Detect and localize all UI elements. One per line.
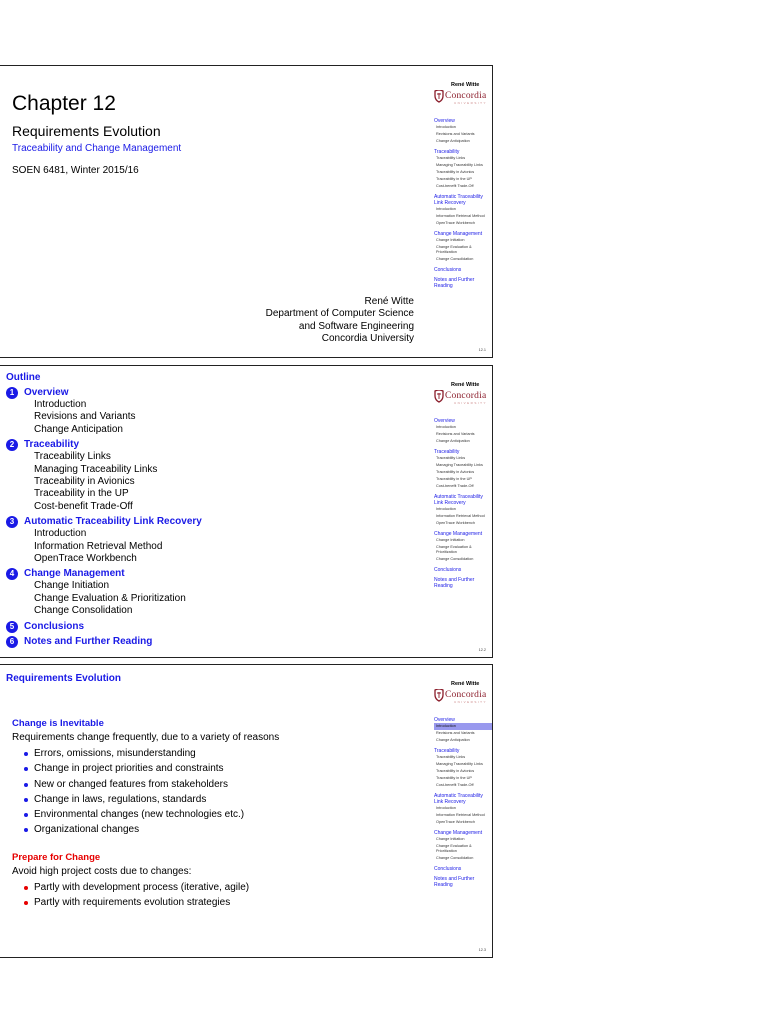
bullet-list — [22, 746, 244, 838]
toc-section[interactable]: Automatic Traceability Link Recovery — [434, 494, 483, 506]
outline-item[interactable]: Cost-benefit Trade-Off — [34, 500, 133, 512]
toc-item[interactable]: Change Evaluation & Prioritization — [436, 545, 472, 554]
toc-section[interactable]: Notes and Further Reading — [434, 577, 475, 589]
chapter-subtitle: Requirements Evolution — [12, 123, 161, 139]
toc-item[interactable]: Revisions and Variants — [436, 731, 475, 735]
crest-icon — [434, 689, 444, 702]
sidebar — [431, 66, 493, 357]
slide-title — [0, 65, 493, 358]
toc-item[interactable]: Traceability Links — [436, 456, 466, 460]
bullet-item: Partly with development process (iterative, agile) — [22, 880, 249, 895]
outline-item[interactable]: Revisions and Variants — [34, 411, 136, 423]
outline-section-title: Change Management — [24, 568, 125, 580]
outline-section[interactable] — [6, 635, 202, 648]
toc-section[interactable]: Traceability — [434, 149, 460, 155]
toc-section[interactable]: Change Management — [434, 231, 483, 237]
toc-section[interactable]: Conclusions — [434, 267, 462, 273]
toc-section[interactable]: Traceability — [434, 748, 460, 754]
outline-section[interactable] — [6, 567, 202, 580]
toc-item[interactable]: Change Initiation — [436, 837, 465, 841]
slide-requirements-evolution — [0, 664, 493, 958]
section-number-badge: 2 — [6, 439, 18, 451]
outline-item[interactable]: Change Evaluation & Prioritization — [34, 592, 186, 604]
outline-item[interactable]: Change Consolidation — [34, 605, 133, 617]
outline-item[interactable]: Traceability in Avionics — [34, 476, 135, 488]
outline-section[interactable] — [6, 620, 202, 633]
page-number: 12.1 — [478, 348, 486, 352]
toc-section[interactable]: Change Management — [434, 531, 483, 537]
author-line: Department of Computer Science — [265, 308, 414, 320]
toc-item[interactable]: Change Initiation — [436, 238, 465, 242]
toc-item[interactable]: Information Retrieval Method — [436, 214, 485, 218]
toc-section[interactable]: Change Management — [434, 830, 483, 836]
section-number-badge: 4 — [6, 568, 18, 580]
page-number: 12.3 — [478, 948, 486, 952]
course-label: SOEN 6481, Winter 2015/16 — [12, 165, 139, 176]
bullet-item: Errors, omissions, misunderstanding — [22, 746, 244, 761]
section-number-badge: 1 — [6, 387, 18, 399]
toc-item[interactable]: Managing Traceability Links — [436, 163, 483, 167]
toc-item[interactable]: Traceability in the UP — [436, 477, 472, 481]
outline-item[interactable]: Change Initiation — [34, 580, 110, 592]
toc-item[interactable]: Traceability Links — [436, 156, 466, 160]
toc-item[interactable]: Cost-benefit Trade-Off — [436, 184, 474, 188]
bullet-item: Organizational changes — [22, 822, 244, 837]
toc-item[interactable]: Revisions and Variants — [436, 132, 475, 136]
crest-icon — [434, 90, 444, 103]
sidebar-author: René Witte — [451, 681, 480, 687]
bullet-item: Change in laws, regulations, standards — [22, 792, 244, 807]
logo-text: Concordia — [445, 91, 487, 101]
outline-section[interactable] — [6, 438, 202, 451]
logo-subtext: UNIVERSITY — [454, 101, 488, 105]
block-text: Requirements change frequently, due to a variety of reasons — [12, 732, 280, 743]
outline-item[interactable]: Managing Traceability Links — [34, 463, 158, 475]
toc-item[interactable]: Managing Traceability Links — [436, 463, 483, 467]
toc-item[interactable]: Traceability in Avionics — [436, 470, 475, 474]
sidebar-author: René Witte — [451, 382, 480, 388]
block-title: Change is Inevitable — [12, 718, 104, 729]
toc-item[interactable]: Information Retrieval Method — [436, 813, 485, 817]
toc-item[interactable]: Traceability in Avionics — [436, 170, 475, 174]
toc-item[interactable]: Change Anticipation — [436, 439, 470, 443]
toc-section[interactable]: Notes and Further Reading — [434, 876, 475, 888]
toc-item[interactable]: Traceability in Avionics — [436, 769, 475, 773]
author-line: Concordia University — [321, 332, 414, 344]
concordia-logo — [434, 90, 492, 107]
outline-item[interactable]: Introduction — [34, 528, 87, 540]
toc-item[interactable]: Introduction — [436, 125, 456, 129]
sidebar — [431, 665, 493, 957]
chapter-subtitle-2: Traceability and Change Management — [12, 143, 182, 154]
toc-item[interactable]: Change Consolidation — [436, 257, 474, 261]
toc-item[interactable]: OpenTrace Workbench — [436, 521, 476, 525]
outline-section-title: Automatic Traceability Link Recovery — [24, 516, 202, 528]
outline-item[interactable]: Information Retrieval Method — [34, 540, 163, 552]
toc-item[interactable]: Revisions and Variants — [436, 432, 475, 436]
toc-section[interactable]: Automatic Traceability Link Recovery — [434, 194, 483, 206]
section-number-badge: 3 — [6, 516, 18, 528]
outline-title: Outline — [6, 372, 41, 383]
outline-item[interactable]: Change Anticipation — [34, 423, 123, 435]
outline-section[interactable] — [6, 515, 202, 528]
outline-list — [6, 386, 202, 648]
block-text: Avoid high project costs due to changes: — [12, 866, 192, 877]
toc-item[interactable]: Introduction — [436, 507, 456, 511]
toc-section[interactable]: Overview — [434, 118, 455, 124]
concordia-logo — [434, 689, 492, 706]
toc-item[interactable]: Change Consolidation — [436, 856, 474, 860]
slide-outline — [0, 365, 493, 658]
toc-item[interactable]: Information Retrieval Method — [436, 514, 485, 518]
toc-section[interactable]: Conclusions — [434, 866, 462, 872]
bullet-list — [22, 880, 249, 911]
toc-item[interactable]: Change Anticipation — [436, 738, 470, 742]
outline-item[interactable]: Introduction — [34, 399, 87, 410]
section-number-badge: 5 — [6, 621, 18, 633]
block-title: Prepare for Change — [12, 852, 101, 863]
author-line: and Software Engineering — [298, 320, 414, 332]
sidebar-author: René Witte — [451, 82, 480, 88]
logo-text: Concordia — [445, 391, 487, 401]
bullet-item: Environmental changes (new technologies etc.) — [22, 807, 244, 822]
toc-item[interactable]: Cost-benefit Trade-Off — [436, 484, 474, 488]
toc-section[interactable]: Conclusions — [434, 567, 462, 573]
bullet-item: Partly with requirements evolution strategies — [22, 895, 249, 910]
toc-section[interactable]: Notes and Further Reading — [434, 277, 475, 289]
crest-icon — [434, 390, 444, 403]
toc-item[interactable]: Traceability in the UP — [436, 776, 472, 780]
toc-item[interactable]: Change Anticipation — [436, 139, 470, 143]
toc-item[interactable]: OpenTrace Workbench — [436, 820, 476, 824]
toc-item[interactable]: Change Evaluation & Prioritization — [436, 844, 472, 853]
toc-section[interactable]: Overview — [434, 418, 455, 424]
frame-title: Requirements Evolution — [6, 673, 122, 684]
outline-item[interactable]: Traceability in the UP — [34, 488, 129, 500]
page-number: 12.2 — [478, 648, 486, 652]
outline-section-title: Notes and Further Reading — [24, 635, 153, 647]
bullet-item: New or changed features from stakeholders — [22, 777, 244, 792]
bullet-item: Change in project priorities and constraints — [22, 761, 244, 776]
outline-section[interactable] — [6, 386, 202, 399]
logo-subtext: UNIVERSITY — [454, 700, 488, 704]
toc-item[interactable]: Traceability in the UP — [436, 177, 472, 181]
outline-section-title: Conclusions — [24, 620, 85, 632]
sidebar — [431, 366, 493, 657]
sidebar-toc — [434, 414, 492, 589]
toc-item[interactable]: Introduction — [436, 806, 456, 810]
logo-subtext: UNIVERSITY — [454, 401, 488, 405]
sidebar-toc — [434, 713, 492, 888]
toc-section[interactable]: Overview — [434, 717, 455, 723]
toc-item[interactable]: Traceability Links — [436, 755, 466, 759]
toc-item[interactable]: OpenTrace Workbench — [436, 221, 476, 225]
toc-item[interactable]: Change Consolidation — [436, 557, 474, 561]
toc-section[interactable]: Automatic Traceability Link Recovery — [434, 793, 483, 805]
toc-section[interactable]: Traceability — [434, 449, 460, 455]
logo-text: Concordia — [445, 690, 487, 700]
sidebar-toc — [434, 114, 492, 289]
toc-item[interactable]: Change Evaluation & Prioritization — [436, 245, 472, 254]
toc-item[interactable]: Change Initiation — [436, 538, 465, 542]
outline-section-title: Overview — [24, 387, 69, 398]
chapter-title: Chapter 12 — [12, 92, 116, 115]
section-number-badge: 6 — [6, 636, 18, 648]
toc-item[interactable]: Introduction — [436, 207, 456, 211]
toc-item[interactable]: Managing Traceability Links — [436, 762, 483, 766]
toc-item[interactable]: Introduction — [434, 723, 492, 730]
toc-item[interactable]: Cost-benefit Trade-Off — [436, 783, 474, 787]
outline-item[interactable]: Traceability Links — [34, 451, 111, 463]
outline-section-title: Traceability — [24, 439, 80, 451]
concordia-logo — [434, 390, 492, 407]
author-block — [266, 296, 414, 345]
outline-item[interactable]: OpenTrace Workbench — [34, 553, 137, 565]
toc-item[interactable]: Introduction — [436, 425, 456, 429]
author-line: René Witte — [364, 296, 414, 307]
